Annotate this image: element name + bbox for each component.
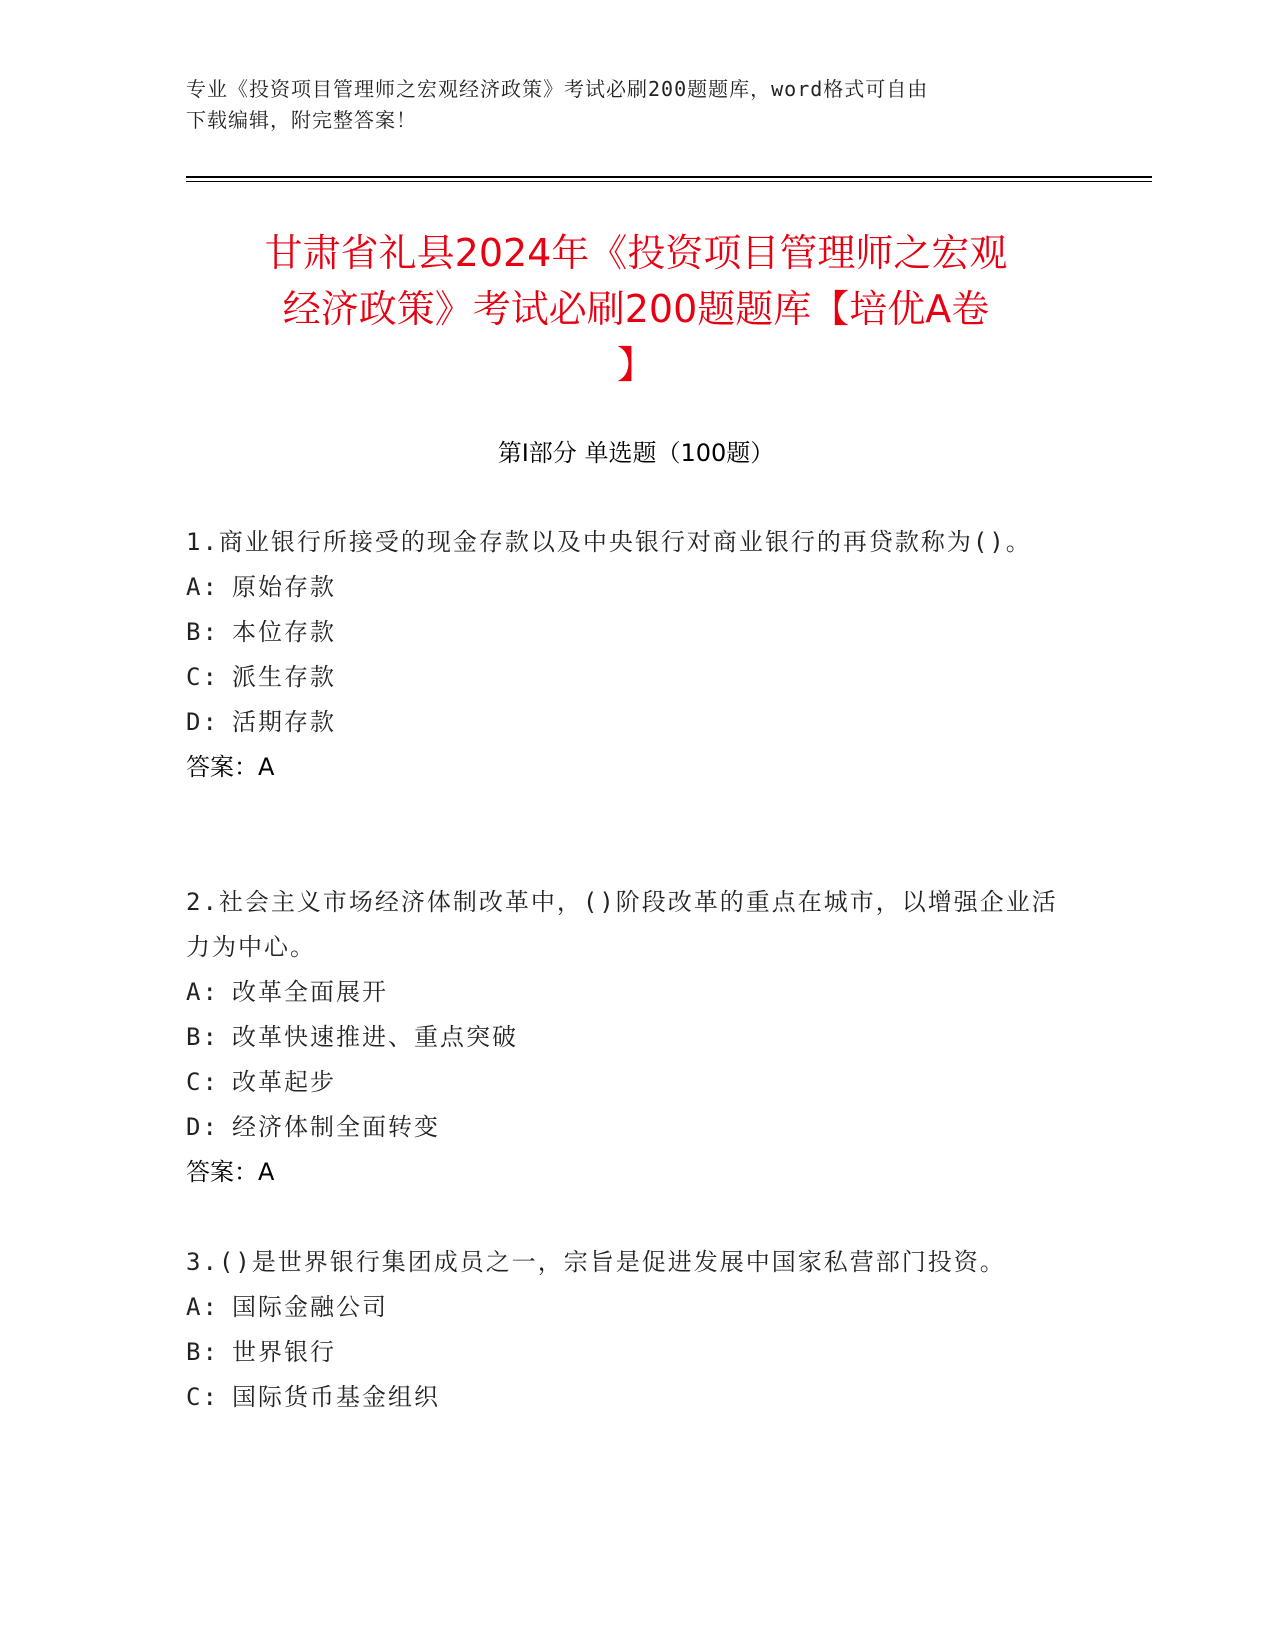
question-3 [186,1240,1066,1420]
option-b [186,1330,1066,1375]
option-text: 改革快速推进、重点突破 [232,1023,518,1051]
option-a [186,970,1066,1015]
option-text: 国际金融公司 [232,1293,388,1321]
option-key: C: [186,1383,219,1411]
option-text: 改革起步 [232,1068,336,1096]
option-key: D: [186,708,219,736]
option-key: A: [186,573,219,601]
option-text: 原始存款 [232,573,336,601]
option-text: 世界银行 [232,1338,336,1366]
header-rule-thin [186,181,1152,182]
option-key: B: [186,618,219,646]
document-title-line1: 甘肃省礼县2024年《投资项目管理师之宏观 [264,231,1008,275]
header-note [186,74,1066,136]
question-stem: 3.()是世界银行集团成员之一，宗旨是促进发展中国家私营部门投资。 [186,1248,1006,1276]
option-c [186,1060,1066,1105]
section-heading: 第I部分 单选题（100题） [497,439,775,467]
option-text: 活期存款 [232,708,336,736]
option-text: 改革全面展开 [232,978,388,1006]
document-title-line3: 】 [616,343,655,387]
option-a [186,1285,1066,1330]
option-key: B: [186,1338,219,1366]
option-key: B: [186,1023,219,1051]
question-2 [186,880,1066,1195]
document-title-line2: 经济政策》考试必刷200题题库【培优A卷 [282,287,990,331]
option-d [186,1105,1066,1150]
option-b [186,1015,1066,1060]
option-c [186,655,1066,700]
header-rule-thick [186,176,1152,178]
option-key: A: [186,1293,219,1321]
option-b [186,610,1066,655]
header-note-line2: 下载编辑，附完整答案！ [186,108,417,132]
answer: 答案：A [186,753,275,781]
question-1 [186,520,1066,790]
option-key: C: [186,1068,219,1096]
option-text: 国际货币基金组织 [232,1383,440,1411]
option-text: 经济体制全面转变 [232,1113,440,1141]
option-c [186,1375,1066,1420]
option-key: C: [186,663,219,691]
document-title [186,225,1086,393]
option-a [186,565,1066,610]
option-key: D: [186,1113,219,1141]
option-text: 本位存款 [232,618,336,646]
header-note-line1: 专业《投资项目管理师之宏观经济政策》考试必刷200题题库，word格式可自由 [186,77,929,101]
answer: 答案：A [186,1158,275,1186]
option-d [186,700,1066,745]
question-stem: 2.社会主义市场经济体制改革中，()阶段改革的重点在城市，以增强企业活力为中心。 [186,888,1058,961]
question-stem: 1.商业银行所接受的现金存款以及中央银行对商业银行的再贷款称为()。 [186,528,1032,556]
option-key: A: [186,978,219,1006]
option-text: 派生存款 [232,663,336,691]
